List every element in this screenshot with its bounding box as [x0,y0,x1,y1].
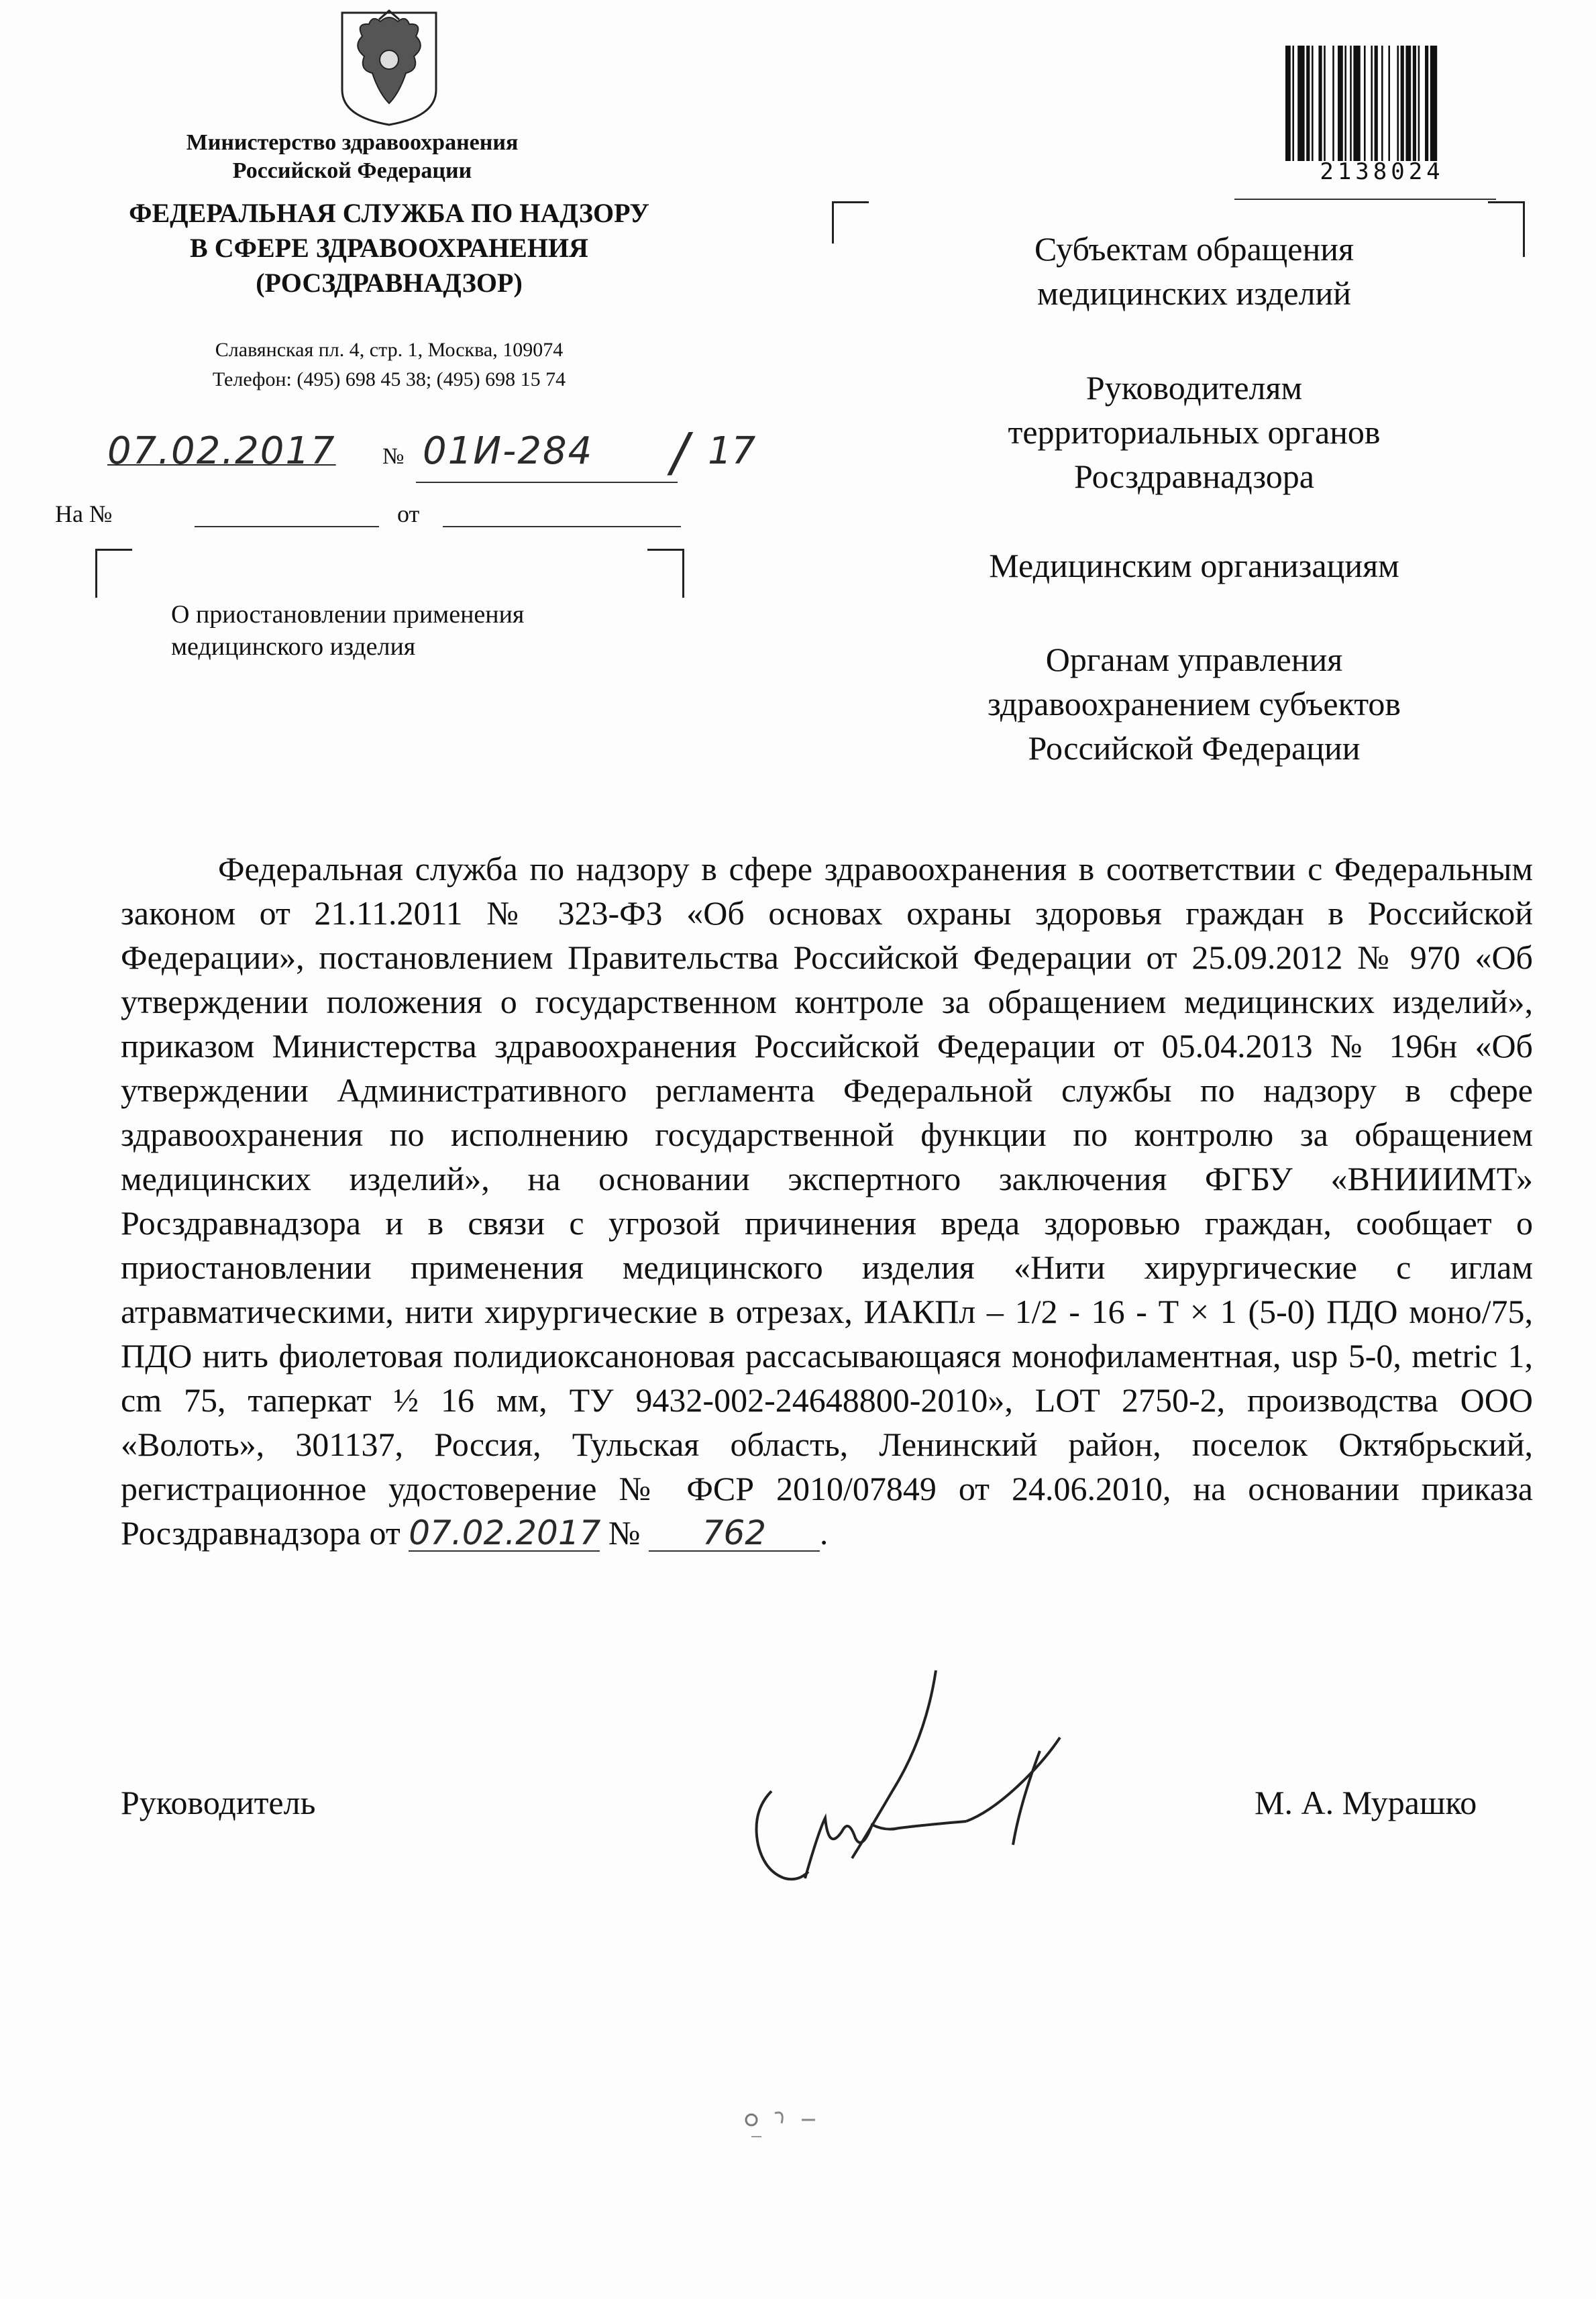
barcode-bar [1405,46,1411,161]
barcode-bar [1324,46,1326,161]
barcode-bar [1397,46,1399,161]
number-sign: № [382,444,405,469]
barcode-bar [1430,46,1437,161]
addressee-4-line-2: здравоохранением субъектов [987,685,1401,723]
addressee-bracket-right [1488,201,1525,257]
barcode-bar [1425,46,1428,161]
order-date: 07.02.2017 [409,1513,601,1552]
barcode-underline [1234,199,1496,200]
body-text: Федеральная служба по надзору в сфере здравоохранения в соответствии с Федеральным законом от 21.11.2011 № 323-ФЗ «Об основах охраны здоровья граждан в Российской Федерации», постановлением Правительства Российской Федерации от 25.09.2012 № 970 «Об утверждении положения о государственном контроле за обращением медицинских изделий», приказом Министерства здравоохранения Российской Федерации от 05.04.2013 № 196н «Об утверждении Административного регламента Федеральной службы по надзору в сфере здравоохранения по исполнению государственной функции по контролю за обращением медицинских изделий», на основании экспертного заключения ФГБУ «ВНИИИМТ» Росздравнадзора и в связи с угрозой причинения вреда здоровью граждан, сообщает о приостановлении применения медицинского изделия «Нити хирургические с иглам атравматическими, нити хирургические в отрезах, ИАКПл – 1/2 - 16 - Т × 1 (5-0) ПДО моно/75, ПДО нить фиолетовая полидиоксаноновая рассасывающаяся монофиламентная, usp 5-0, metric 1, cm 75, таперкат ½ 16 мм, ТУ 9432-002-24648800-2010», LOT 2750-2, производства ООО «Волоть», 301137, Россия, Тульская область, Ленинский район, поселок Октябрьский, регистрационное удостоверение № ФСР 2010/07849 от 24.06.2010, на основании приказа Росздравнадзора от [121,850,1533,1552]
reply-to-number-label: На № [55,500,113,527]
barcode-bar [1375,46,1378,161]
body-end-punct: . [819,1514,829,1552]
barcode-number: 2138024 [1320,158,1444,185]
agency-address [121,335,657,394]
ministry-line-2: Российской Федерации [232,158,472,183]
handwritten-signature [725,1657,1100,1899]
barcode-bar [1364,46,1366,161]
barcode-bar [1418,46,1420,161]
registration-number: 01И-284 [423,429,594,473]
barcode-bar [1332,46,1334,161]
body-paragraph [121,847,1533,1555]
barcode-bar [1353,46,1360,161]
addressee-4-line-1: Органам управления [1045,641,1343,678]
address-line: Славянская пл. 4, стр. 1, Москва, 109074 [215,339,564,361]
barcode [1283,46,1484,161]
reply-to-date-label: от [397,500,420,527]
order-number: 762 [649,1515,820,1552]
barcode-bar [1306,46,1310,161]
signatory-name: М. А. Мурашко [1255,1784,1477,1821]
barcode-bar [1338,46,1343,161]
ministry-line-1: Министерство здравоохранения [186,130,519,155]
agency-line-2: В СФЕРЕ ЗДРАВООХРАНЕНИЯ [190,233,588,263]
barcode-bar [1318,46,1322,161]
agency-line-3: (РОСЗДРАВНАДЗОР) [256,268,523,298]
barcode-bar [1312,46,1314,161]
addressee-2-line-1: Руководителям [1085,369,1303,407]
letter-body [121,847,1533,1555]
addressee-4-line-3: Российской Федерации [1028,729,1361,767]
barcode-bar [1381,46,1383,161]
barcode-bar [1401,46,1404,161]
barcode-bar [1292,46,1294,161]
coat-of-arms-emblem [332,9,446,127]
phone-line: Телефон: (495) 698 45 38; (495) 698 15 74 [212,368,566,390]
addressee-2-line-2: территориальных органов [1008,413,1381,451]
letter-subject [171,598,674,663]
registration-number-suffix: 17 [708,429,756,473]
order-number-sign: № [608,1514,641,1552]
barcode-bar [1344,46,1346,161]
agency-name [81,196,698,301]
reply-to-date-line [443,526,681,527]
subject-line-1: О приостановлении применения [171,600,525,629]
subject-bracket-right [647,549,684,598]
addressee-1 [912,227,1476,315]
signatory-title: Руководитель [121,1784,316,1821]
ministry-name [101,129,604,185]
registration-date: 07.02.2017 [107,429,336,473]
number-slash: / [671,423,689,483]
number-underline [416,482,678,483]
scan-artifact-marks [738,2106,906,2153]
addressee-1-line-1: Субъектам обращения [1034,230,1354,268]
barcode-bar [1413,46,1416,161]
addressee-4 [912,637,1476,770]
subject-bracket-left [95,549,132,598]
barcode-bar [1297,46,1304,161]
reply-to-number-line [195,526,379,527]
barcode-bar [1350,46,1352,161]
addressee-3 [912,543,1476,588]
addressee-2 [912,366,1476,498]
agency-line-1: ФЕДЕРАЛЬНАЯ СЛУЖБА ПО НАДЗОРУ [129,198,649,228]
addressee-1-line-2: медицинских изделий [1036,274,1352,312]
addressee-3-line-1: Медицинским организациям [989,547,1399,584]
barcode-bar [1285,46,1291,161]
addressee-bracket-left [832,201,869,244]
subject-line-2: медицинского изделия [171,633,416,661]
barcode-bar [1388,46,1390,161]
barcode-bar [1371,46,1373,161]
addressee-2-line-3: Росздравнадзора [1074,458,1314,495]
